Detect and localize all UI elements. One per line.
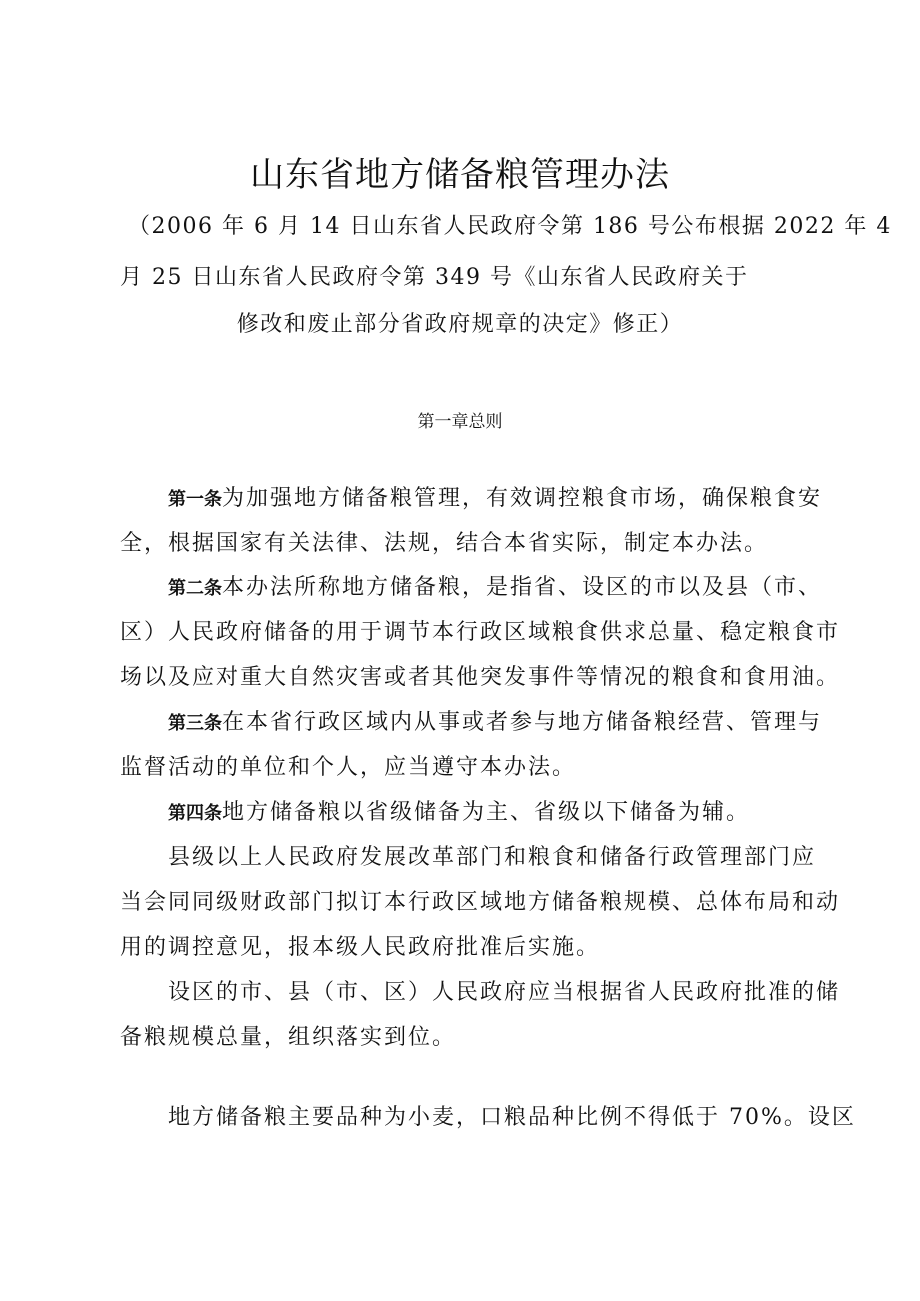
paragraph-1-line-2: 当会同同级财政部门拟订本行政区域地方储备粮规模、总体布局和动: [120, 890, 841, 915]
article-3-text-1: 在本省行政区域内从事或者参与地方储备粮经营、管理与: [222, 710, 823, 735]
document-title: 山东省地方储备粮管理办法: [250, 155, 670, 195]
subtitle-line-3: 修改和废止部分省政府规章的决定》修正）: [236, 312, 684, 337]
paragraph-1-line-1: 县级以上人民政府发展改革部门和粮食和储备行政管理部门应: [168, 845, 817, 870]
article-2-line-2: 区）人民政府储备的用于调节本行政区域粮食供求总量、稳定粮食市: [120, 620, 841, 645]
article-3-line-1: [168, 708, 868, 739]
article-1-text-1: 为加强地方储备粮管理，有效调控粮食市场，确保粮食安: [222, 486, 823, 511]
article-3-line-2: 监督活动的单位和个人，应当遵守本办法。: [120, 755, 577, 780]
paragraph-2-line-2: 备粮规模总量，组织落实到位。: [120, 1025, 457, 1050]
article-1-lead: 第一条: [168, 489, 222, 510]
article-4-text-1: 地方储备粮以省级储备为主、省级以下储备为辅。: [222, 800, 751, 825]
subtitle-line-1: （2006 年 6 月 14 日山东省人民政府令第 186 号公布根据 2022 年 4: [128, 214, 892, 239]
article-1-line-1: [168, 484, 868, 515]
paragraph-2-line-1: 设区的市、县（市、区）人民政府应当根据省人民政府批准的储: [168, 980, 841, 1005]
chapter-heading: 第一章总则: [417, 412, 503, 432]
article-1-line-2: 全，根据国家有关法律、法规，结合本省实际，制定本办法。: [120, 531, 769, 556]
article-4-lead: 第四条: [168, 803, 222, 824]
paragraph-3-line-1: 地方储备粮主要品种为小麦，口粮品种比例不得低于 70%。设区: [168, 1105, 856, 1130]
article-2-lead: 第二条: [168, 578, 222, 599]
article-4-line-1: [168, 798, 868, 829]
article-2-line-3: 场以及应对重大自然灾害或者其他突发事件等情况的粮食和食用油。: [120, 665, 841, 690]
subtitle-line-2: 月 25 日山东省人民政府令第 349 号《山东省人民政府关于: [120, 265, 749, 290]
article-2-line-1: [168, 573, 868, 604]
article-3-lead: 第三条: [168, 713, 222, 734]
paragraph-1-line-3: 用的调控意见，报本级人民政府批准后实施。: [120, 935, 601, 960]
article-2-text-1: 本办法所称地方储备粮，是指省、设区的市以及县（市、: [222, 575, 823, 600]
